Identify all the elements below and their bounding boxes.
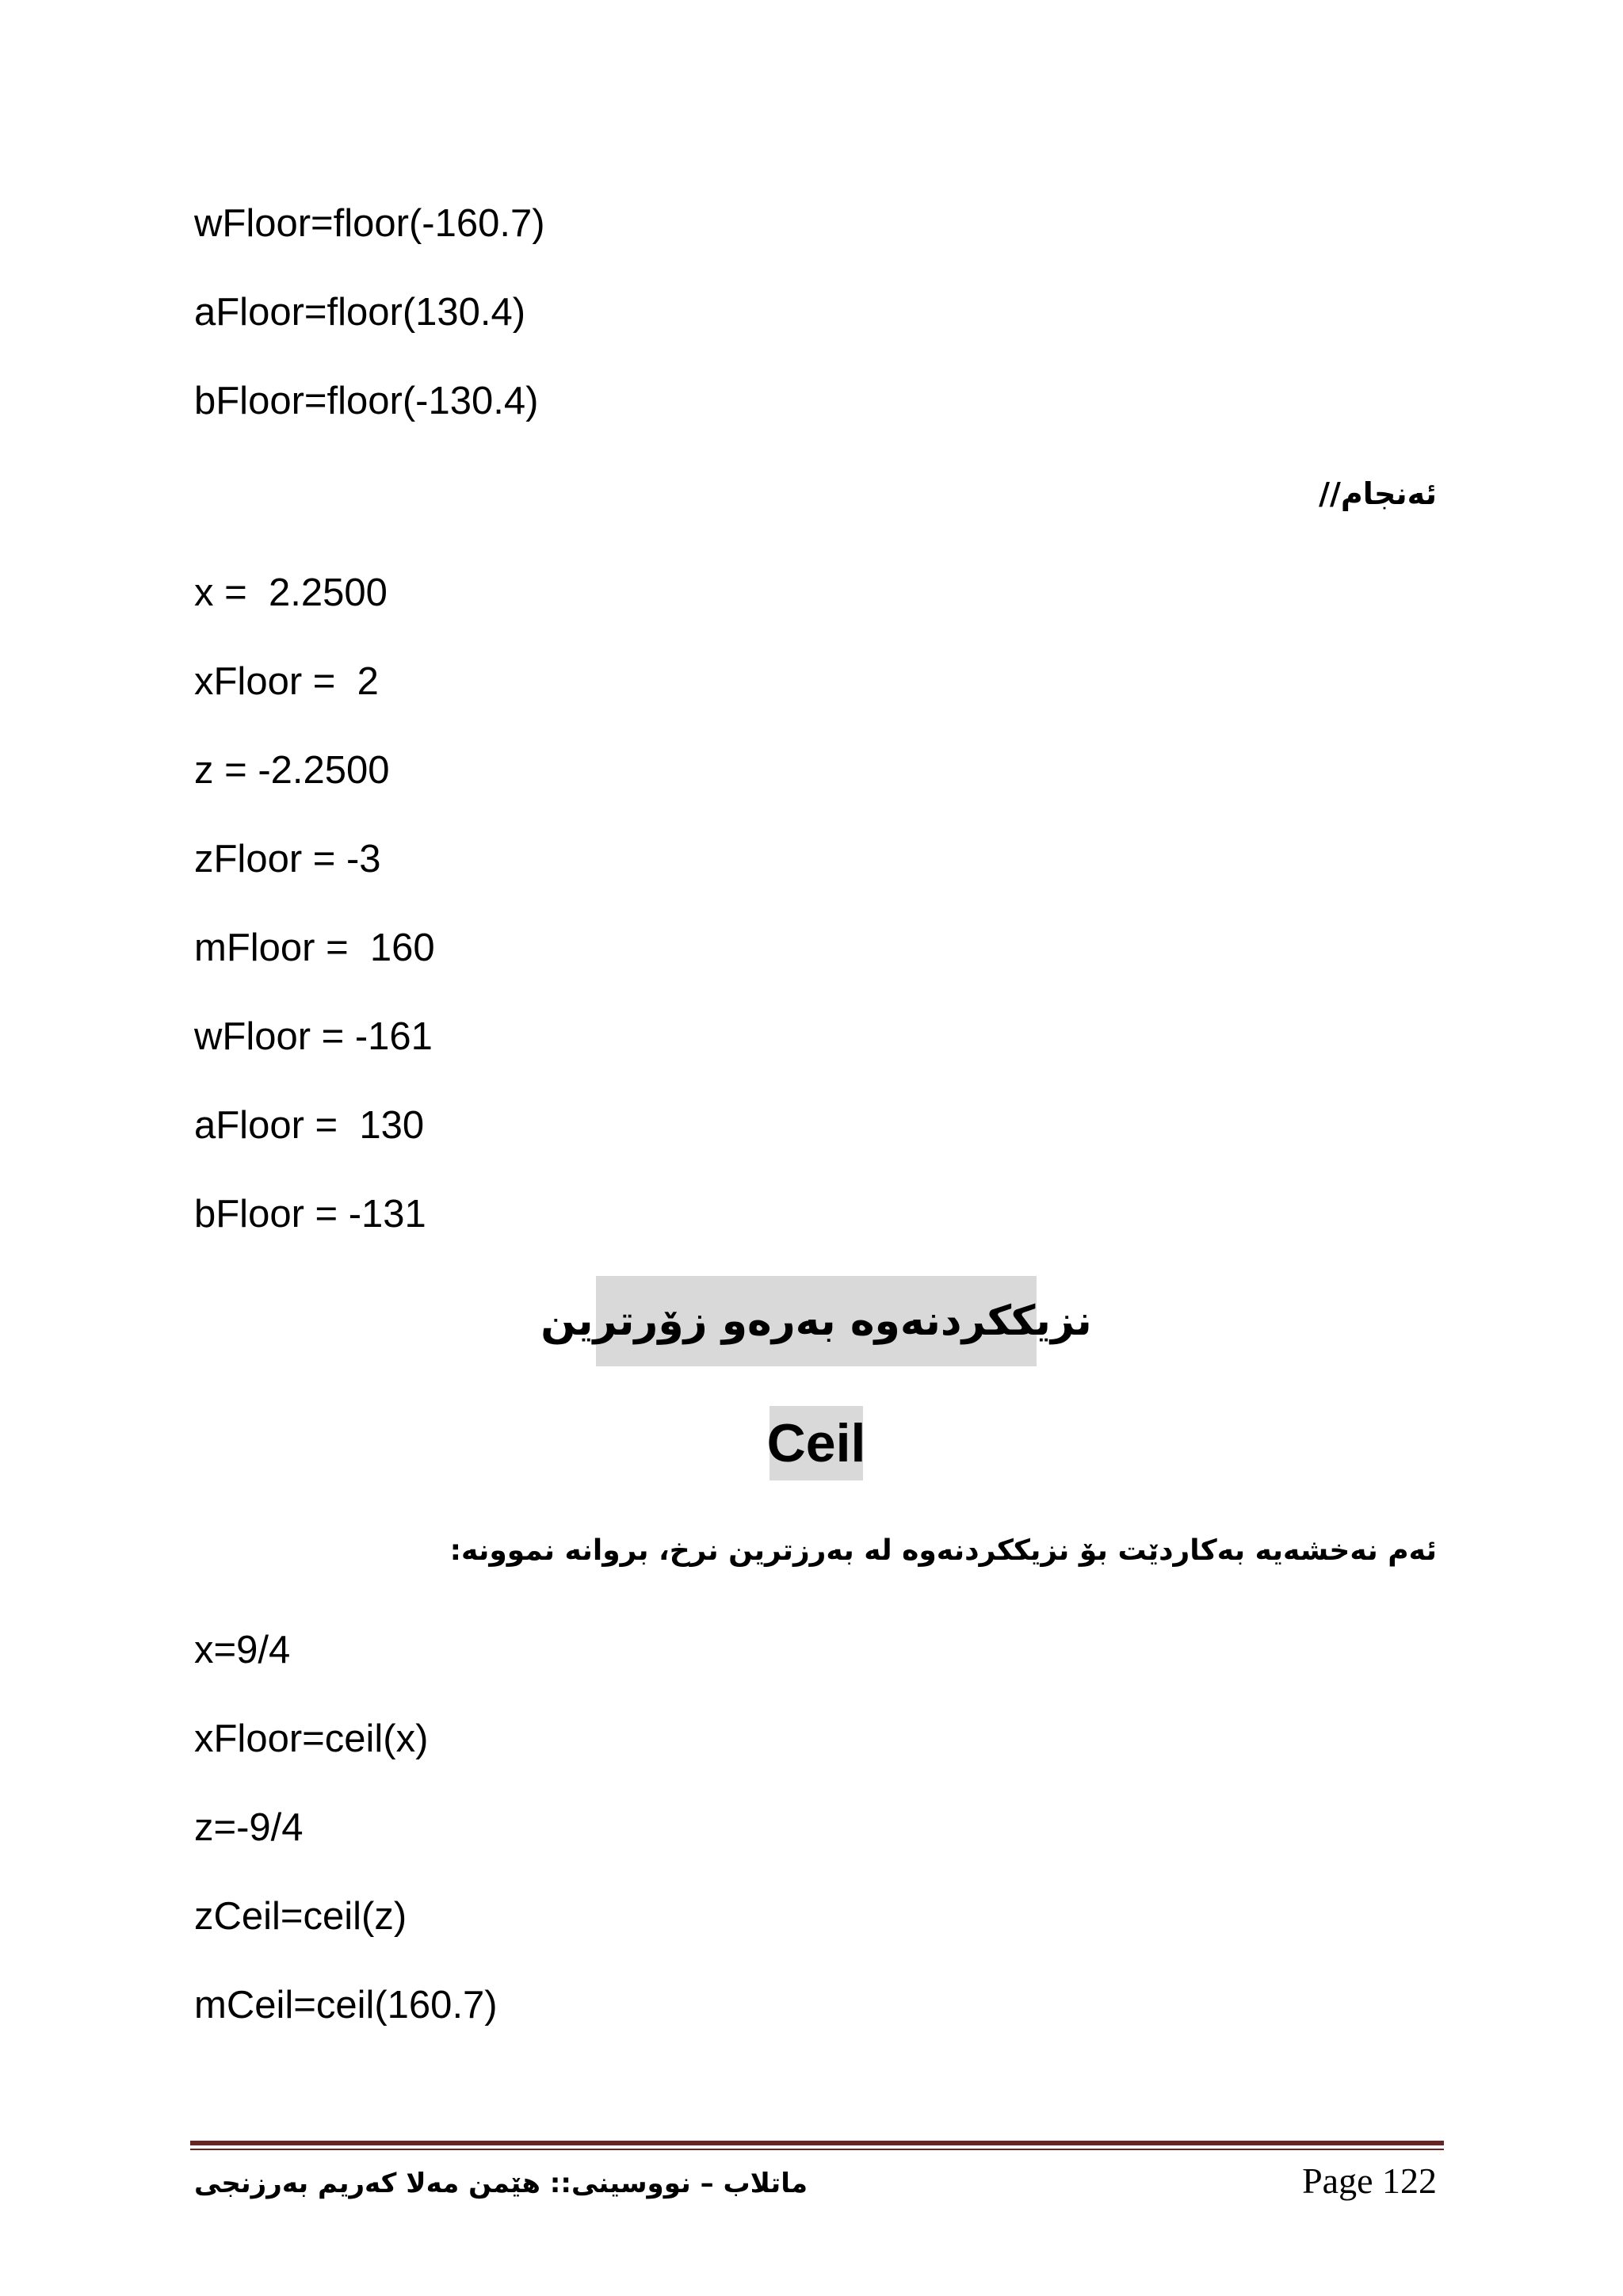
footer-rule bbox=[190, 2141, 1444, 2145]
footer-rule-thin bbox=[190, 2149, 1444, 2150]
code-line-z-assign: z=-9/4 bbox=[194, 1806, 304, 1849]
footer-page-number: Page 122 bbox=[1302, 2160, 1437, 2201]
section-heading-text: نزیککردنەوە بەرەو زۆرترین bbox=[540, 1297, 1092, 1345]
result-line-z: z = -2.2500 bbox=[194, 749, 390, 792]
footer-author: ماتلاب – نووسینی:: هێمن مەلا کەریم بەرزنجی bbox=[194, 2168, 808, 2199]
function-title bbox=[766, 1406, 866, 1480]
code-line-xfloor-ceil: xFloor=ceil(x) bbox=[194, 1717, 429, 1760]
code-line-wfloor: wFloor=floor(-160.7) bbox=[194, 202, 545, 245]
result-line-x: x = 2.2500 bbox=[194, 571, 388, 614]
result-label: ئەنجام// bbox=[1319, 476, 1437, 511]
code-line-afloor: aFloor=floor(130.4) bbox=[194, 291, 526, 334]
result-line-xfloor: xFloor = 2 bbox=[194, 660, 379, 703]
code-line-mceil: mCeil=ceil(160.7) bbox=[194, 1984, 498, 2027]
result-line-wfloor: wFloor = -161 bbox=[194, 1015, 433, 1058]
code-line-zceil: zCeil=ceil(z) bbox=[194, 1895, 407, 1938]
function-title-text: Ceil bbox=[766, 1413, 866, 1473]
result-line-bfloor: bFloor = -131 bbox=[194, 1193, 426, 1236]
code-line-x-assign: x=9/4 bbox=[194, 1629, 291, 1671]
result-line-afloor: aFloor = 130 bbox=[194, 1104, 425, 1147]
result-line-zfloor: zFloor = -3 bbox=[194, 838, 381, 881]
section-heading bbox=[540, 1276, 1092, 1366]
intro-paragraph: ئەم نەخشەیە بەکاردێت بۆ نزیککردنەوە لە بەرزترین نرخ، بروانە نموونە: bbox=[449, 1534, 1437, 1567]
code-line-bfloor: bFloor=floor(-130.4) bbox=[194, 380, 539, 422]
result-line-mfloor: mFloor = 160 bbox=[194, 926, 435, 969]
